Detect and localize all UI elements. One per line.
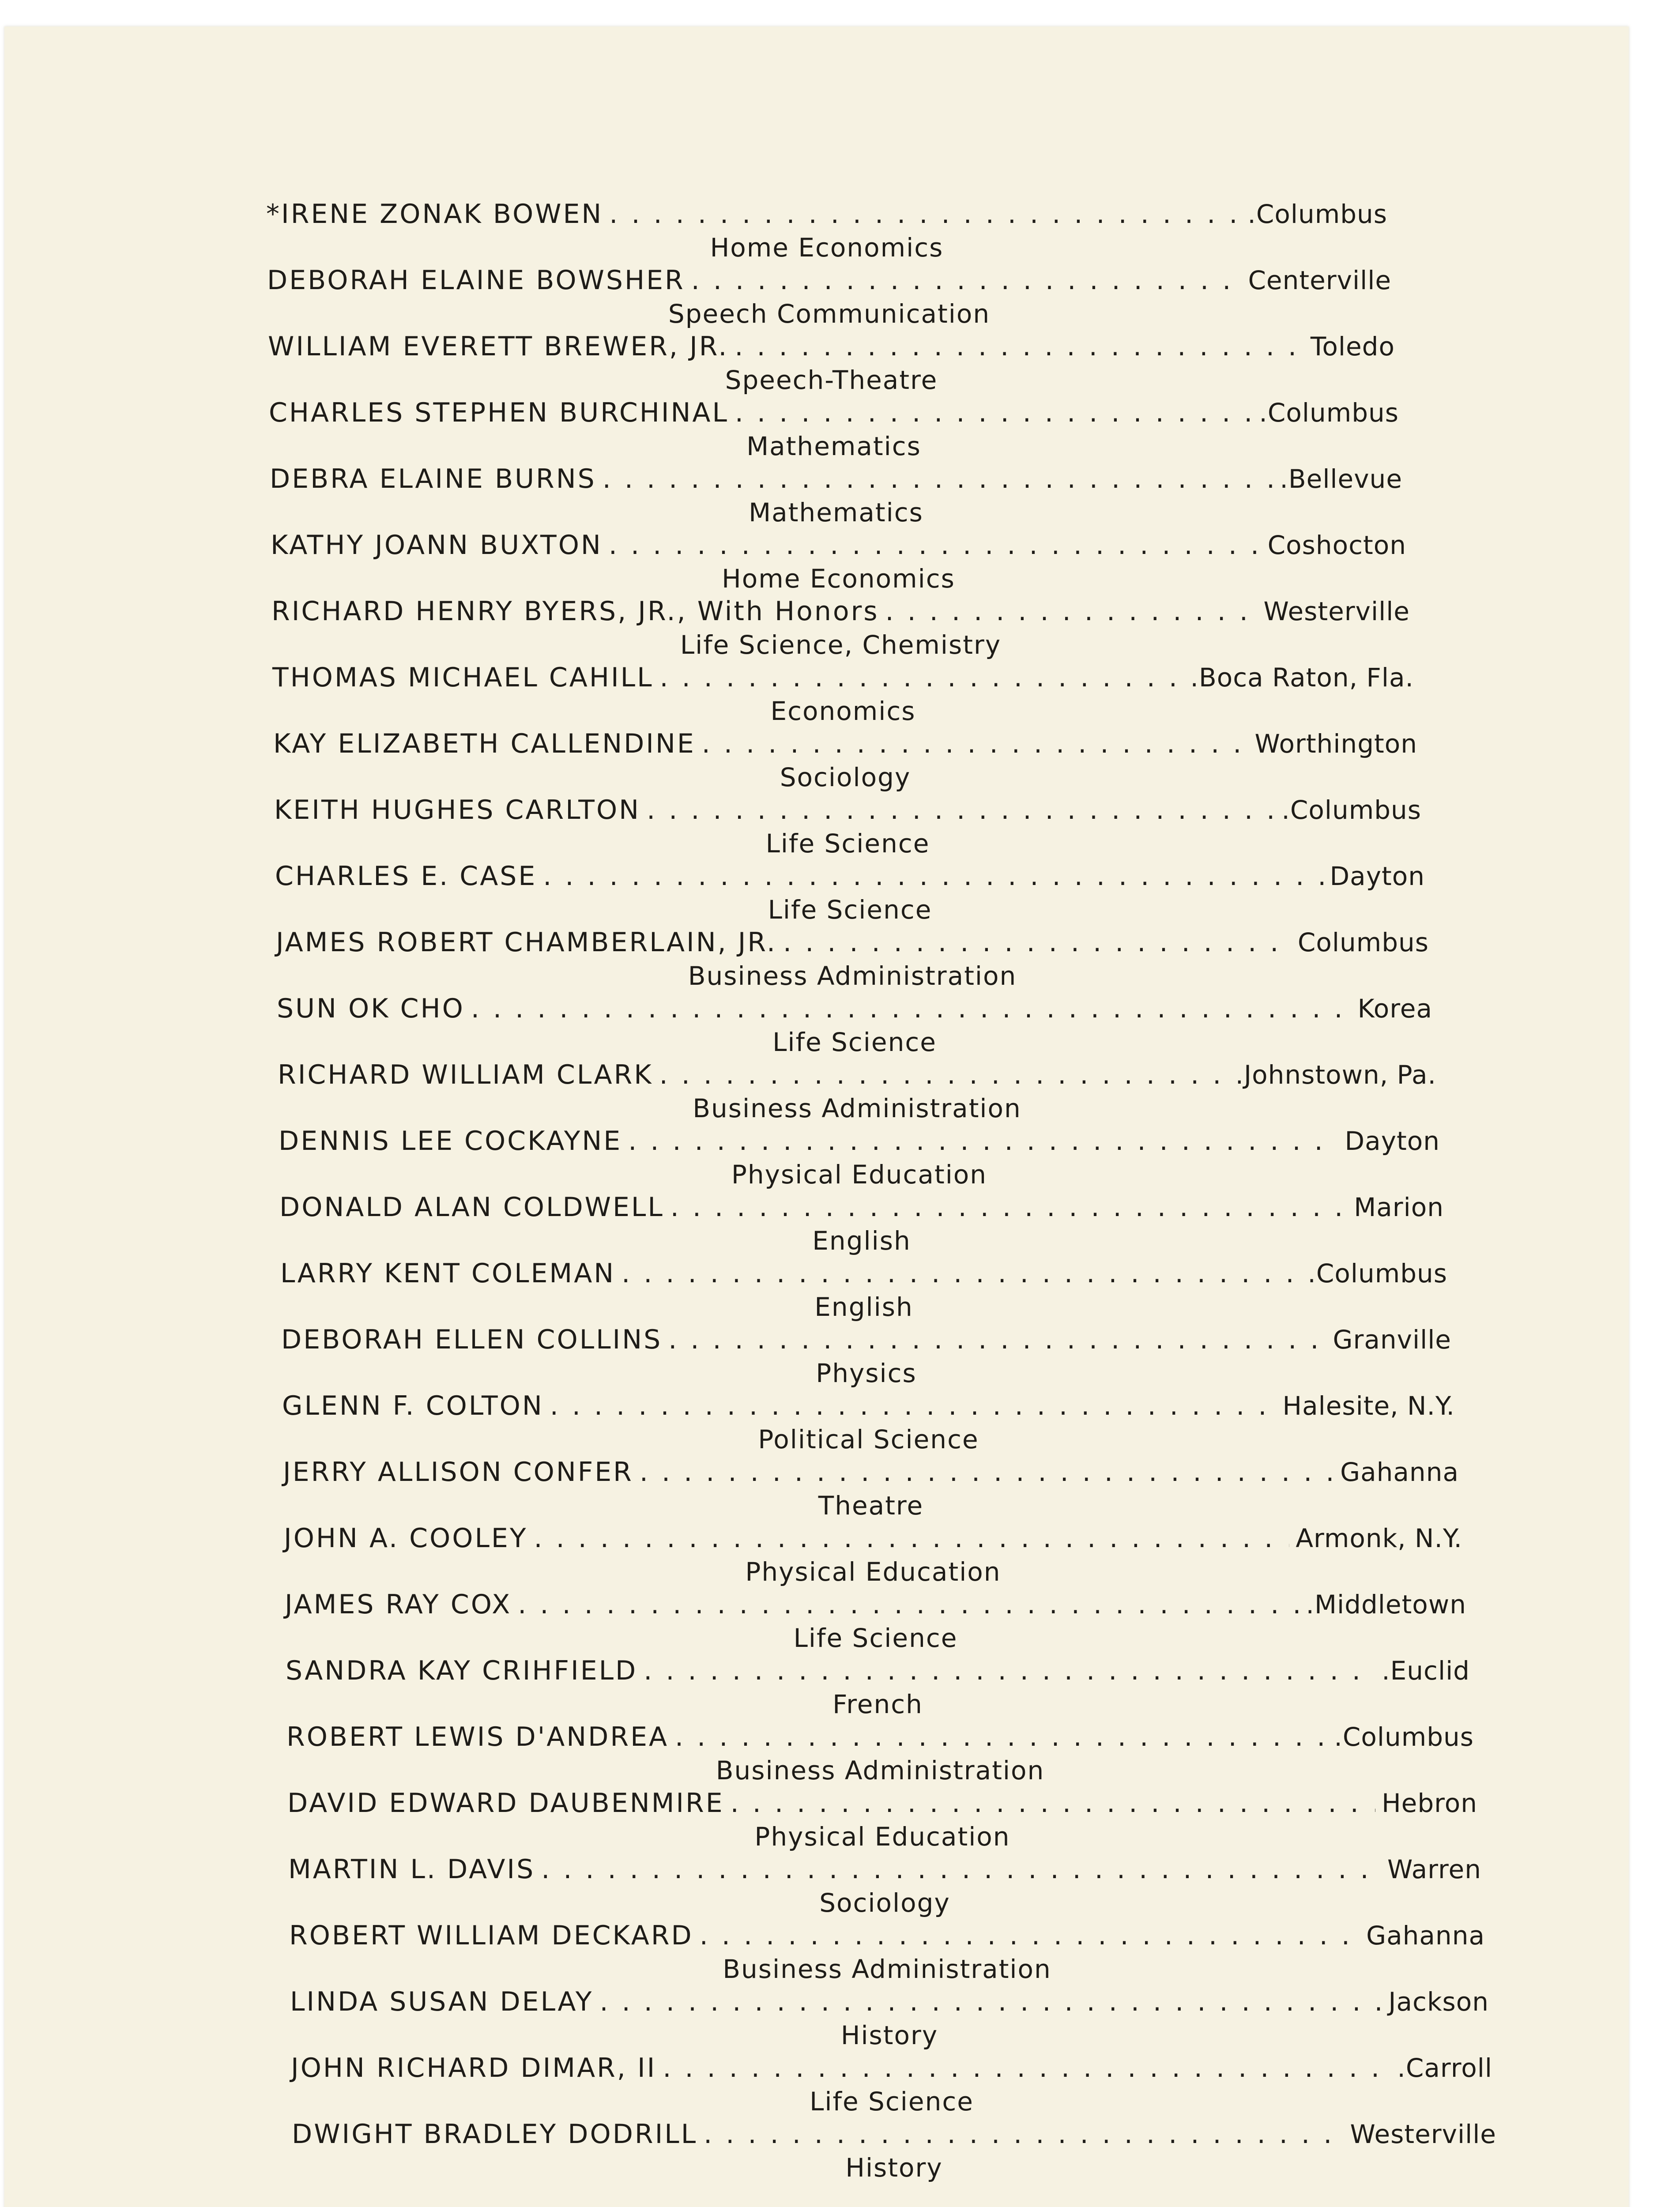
- graduate-name: ROBERT LEWIS D'ANDREA: [286, 1721, 669, 1752]
- graduate-major: Mathematics: [746, 431, 921, 461]
- dot-leader: [609, 525, 1262, 565]
- graduate-hometown: Armonk, N.Y.: [1296, 1523, 1462, 1553]
- graduate-major: Life Science: [793, 1623, 958, 1653]
- graduate-hometown: Korea: [1357, 994, 1432, 1024]
- graduate-hometown: .Middletown: [1306, 1589, 1466, 1619]
- graduate-name: WILLIAM EVERETT BREWER, JR.: [268, 331, 729, 362]
- graduate-major: Speech-Theatre: [725, 365, 938, 395]
- graduate-name: *IRENE ZONAK BOWEN: [266, 199, 603, 230]
- graduate-major: Political Science: [758, 1424, 979, 1454]
- graduate-major: French: [832, 1689, 923, 1719]
- graduate-hometown: Granville: [1333, 1325, 1451, 1355]
- graduate-major: Theatre: [818, 1491, 924, 1521]
- graduate-name: DEBORAH ELLEN COLLINS: [281, 1324, 663, 1355]
- graduate-name: CHARLES E. CASE: [275, 861, 537, 892]
- graduate-hometown: Dayton: [1345, 1126, 1440, 1156]
- graduate-major: Business Administration: [693, 1093, 1021, 1123]
- graduate-major: Mathematics: [749, 497, 923, 527]
- graduate-hometown: Dayton: [1330, 861, 1425, 891]
- graduate-name: SANDRA KAY CRIHFIELD: [286, 1655, 638, 1686]
- graduate-name: KAY ELIZABETH CALLENDINE: [273, 728, 696, 759]
- graduate-major: Home Economics: [710, 233, 944, 263]
- dot-leader: [704, 2114, 1344, 2154]
- dot-leader: [518, 1585, 1300, 1624]
- graduate-major: Business Administration: [723, 1954, 1051, 1984]
- graduate-hometown: Westerville: [1350, 2119, 1496, 2149]
- graduate-name: LINDA SUSAN DELAY: [290, 1986, 594, 2017]
- graduate-hometown: Halesite, N.Y.: [1282, 1391, 1455, 1421]
- graduate-major: English: [814, 1292, 913, 1322]
- dot-leader: [471, 989, 1352, 1028]
- graduate-hometown: Westerville: [1263, 596, 1410, 626]
- graduate-name: JOHN RICHARD DIMAR, II: [291, 2053, 657, 2083]
- graduate-name: RICHARD HENRY BYERS, JR., With Honors: [271, 596, 879, 627]
- dot-leader: [668, 1320, 1326, 1360]
- graduate-hometown: Toledo: [1310, 331, 1395, 362]
- graduate-hometown: .Columbus: [1334, 1722, 1474, 1752]
- graduate-name: DEBORAH ELAINE BOWSHER: [267, 265, 685, 296]
- graduate-major: Economics: [770, 696, 916, 726]
- graduate-hometown: .Columbus: [1281, 795, 1421, 825]
- graduate-name: KATHY JOANN BUXTON: [271, 530, 603, 561]
- dot-leader: [663, 2048, 1391, 2088]
- dot-leader: [609, 194, 1241, 234]
- dot-leader: [885, 591, 1258, 631]
- graduate-major: Life Science, Chemistry: [680, 630, 1002, 660]
- dot-leader: [543, 856, 1323, 896]
- graduate-major: Physical Education: [731, 1160, 987, 1190]
- dot-leader: [599, 1982, 1382, 2022]
- graduate-name: MARTIN L. DAVIS: [288, 1854, 535, 1885]
- dot-leader: [550, 1386, 1277, 1426]
- graduate-hometown: Marion: [1354, 1192, 1444, 1222]
- graduate-hometown: .Columbus: [1259, 398, 1399, 428]
- graduate-hometown: .Bellevue: [1280, 464, 1402, 494]
- graduate-hometown: Gahanna: [1366, 1921, 1485, 1951]
- graduate-major: Physical Education: [745, 1557, 1001, 1587]
- graduate-name: DONALD ALAN COLDWELL: [279, 1192, 664, 1223]
- dot-leader: [660, 658, 1184, 697]
- dot-leader: [731, 1783, 1375, 1823]
- dot-leader: [644, 1651, 1375, 1691]
- dot-leader: [783, 923, 1292, 962]
- graduate-hometown: Centerville: [1248, 265, 1391, 295]
- graduate-major: Business Administration: [716, 1755, 1045, 1785]
- dot-leader: [541, 1849, 1381, 1889]
- graduate-name: RICHARD WILLIAM CLARK: [278, 1059, 653, 1090]
- graduate-major: History: [845, 2153, 943, 2183]
- dot-leader: [534, 1518, 1289, 1558]
- graduate-name: KEITH HUGHES CARLTON: [274, 795, 641, 825]
- dot-leader: [735, 327, 1304, 366]
- dot-leader: [628, 1121, 1338, 1161]
- graduate-hometown: .Columbus: [1307, 1258, 1447, 1288]
- graduate-entry: [292, 2114, 1496, 2207]
- dot-leader: [622, 1254, 1301, 1293]
- graduate-major: Physical Education: [754, 1822, 1010, 1852]
- dot-leader: [603, 459, 1274, 499]
- dot-leader: [702, 724, 1249, 764]
- dot-leader: [675, 1717, 1328, 1757]
- graduate-hometown: .Johnstown, Pa.: [1235, 1060, 1436, 1090]
- graduate-major: Sociology: [819, 1888, 950, 1918]
- graduate-hometown: .Columbus: [1247, 199, 1387, 229]
- graduate-name: DEBRA ELAINE BURNS: [270, 463, 596, 494]
- graduate-name: DWIGHT BRADLEY DODRILL: [292, 2119, 698, 2150]
- graduate-major: Speech Communication: [668, 299, 991, 329]
- graduate-hometown: Jackson: [1388, 1987, 1489, 2017]
- graduate-major: English: [812, 1226, 911, 1256]
- graduate-major: Life Science: [772, 1027, 937, 1057]
- graduate-name: CHARLES STEPHEN BURCHINAL: [269, 397, 729, 428]
- dot-leader: [735, 393, 1253, 433]
- dot-leader: [700, 1916, 1360, 1955]
- graduate-major: Business Administration: [688, 961, 1017, 991]
- graduate-name: GLENN F. COLTON: [282, 1390, 544, 1421]
- graduate-name: LARRY KENT COLEMAN: [280, 1258, 616, 1289]
- graduate-major: Physics: [816, 1358, 917, 1388]
- graduate-major: Life Science: [810, 2086, 974, 2117]
- dot-leader: [691, 260, 1242, 300]
- graduate-hometown: .Euclid: [1382, 1656, 1470, 1686]
- graduate-name: JOHN A. COOLEY: [284, 1523, 528, 1554]
- graduate-major: Life Science: [765, 829, 930, 859]
- graduate-major: Sociology: [780, 762, 911, 792]
- graduate-major: Home Economics: [722, 564, 955, 594]
- graduate-hometown: Columbus: [1297, 927, 1429, 957]
- graduate-name: THOMAS MICHAEL CAHILL: [272, 662, 654, 693]
- graduate-hometown: Hebron: [1382, 1788, 1477, 1818]
- graduate-name: DAVID EDWARD DAUBENMIRE: [287, 1788, 724, 1819]
- graduate-major: History: [840, 2020, 938, 2050]
- graduate-name: SUN OK CHO: [277, 993, 465, 1024]
- graduate-name: DENNIS LEE COCKAYNE: [279, 1126, 622, 1156]
- dot-leader: [659, 1055, 1229, 1095]
- dot-leader: [640, 1452, 1334, 1492]
- graduate-hometown: Worthington: [1254, 729, 1417, 759]
- dot-leader: [647, 790, 1275, 830]
- graduate-hometown: Warren: [1387, 1854, 1481, 1884]
- graduate-name: JAMES ROBERT CHAMBERLAIN, JR.: [276, 927, 777, 958]
- graduate-hometown: Coshocton: [1267, 530, 1406, 560]
- graduate-hometown: .Boca Raton, Fla.: [1190, 663, 1414, 693]
- dot-leader: [670, 1187, 1348, 1227]
- graduate-hometown: Gahanna: [1340, 1457, 1459, 1487]
- graduate-major: Life Science: [768, 895, 932, 925]
- graduate-hometown: .Carroll: [1397, 2053, 1492, 2083]
- graduate-name: JAMES RAY COX: [285, 1589, 512, 1620]
- graduate-name: ROBERT WILLIAM DECKARD: [289, 1920, 693, 1951]
- graduate-name: JERRY ALLISON CONFER: [283, 1457, 633, 1488]
